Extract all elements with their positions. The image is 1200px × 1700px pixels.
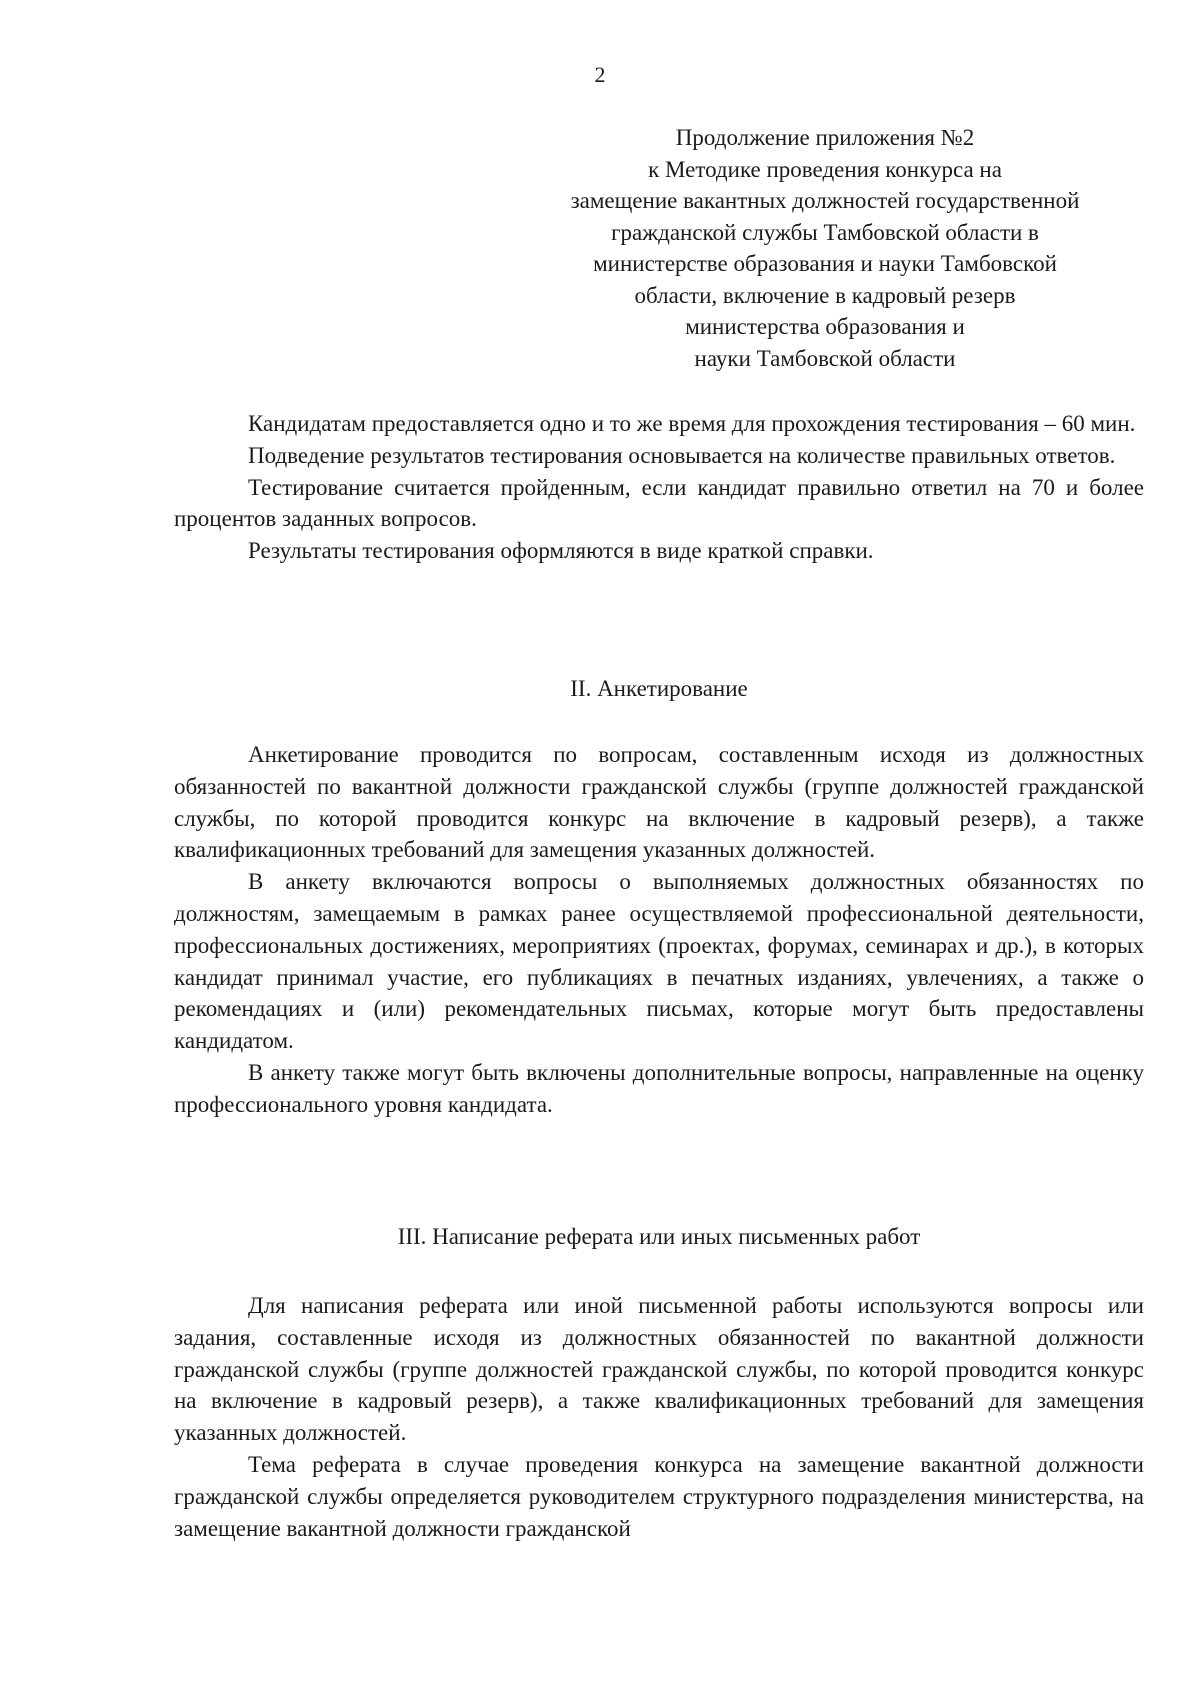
paragraph: Результаты тестирования оформляются в виде краткой справки. xyxy=(248,538,874,564)
appendix-header-line: гражданской службы Тамбовской области в xyxy=(611,219,1039,245)
paragraph: Подведение результатов тестирования основывается на количестве правильных ответов. xyxy=(248,442,1116,468)
appendix-header xyxy=(520,122,1130,374)
essay-section-text xyxy=(174,1290,1144,1544)
appendix-header-line: Продолжение приложения №2 xyxy=(675,125,975,150)
appendix-header-line: к Методике проведения конкурса на xyxy=(648,156,1002,182)
appendix-header-line: министерстве образования и науки Тамбовской xyxy=(593,251,1057,276)
appendix-header-line: министерства образования и xyxy=(685,314,965,339)
section-heading-questionnaire: II. Анкетирование xyxy=(570,676,748,701)
paragraph: Анкетирование проводится по вопросам, составленным исходя из должностных обязанностей по вакантной должности гражданской службы (группе должностей гражданской службы, по которой проводится конкурс на включение в кадровый резерв), а также квалификационных требований для замещения указанных должностей. xyxy=(174,742,1144,863)
appendix-header-line: науки Тамбовской области xyxy=(694,345,956,371)
paragraph: Тема реферата в случае проведения конкурса на замещение вакантной должности гражданской службы определяется руководителем структурного подразделения министерства, на замещение вакантной должности гражданской xyxy=(174,1451,1144,1541)
paragraph: В анкету также могут быть включены дополнительные вопросы, направленные на оценку профессионального уровня кандидата. xyxy=(174,1059,1144,1117)
paragraph: Тестирование считается пройденным, если кандидат правильно ответил на 70 и более процентов заданных вопросов. xyxy=(174,474,1144,532)
paragraph: Кандидатам предоставляется одно и то же время для прохождения тестирования – 60 мин. xyxy=(248,411,1136,436)
paragraph: В анкету включаются вопросы о выполняемых должностных обязанностях по должностям, замещаемым в рамках ранее осуществляемой профессиональной деятельности, профессиональных достижениях, мероприятиях (проектах, форумах, семинарах и др.), в которых кандидат принимал участие, его публикациях в печатных изданиях, увлечениях, а также о рекомендациях и (или) рекомендательных письмах, которые могут быть предоставлены кандидатом. xyxy=(174,869,1144,1054)
section-heading-essay: III. Написание реферата или иных письменных работ xyxy=(397,1224,921,1249)
appendix-header-line: замещение вакантных должностей государственной xyxy=(570,188,1080,213)
testing-section-text xyxy=(174,408,1144,567)
page-number: 2 xyxy=(594,62,606,87)
questionnaire-section-text xyxy=(174,739,1144,1121)
paragraph: Для написания реферата или иной письменной работы используются вопросы или задания, составленные исходя из должностных обязанностей по вакантной должности гражданской службы (группе должностей гражданской службы, по которой проводится конкурс на включение в кадровый резерв), а также квалификационных требований для замещения указанных должностей. xyxy=(174,1293,1144,1446)
appendix-header-line: области, включение в кадровый резерв xyxy=(634,282,1016,308)
